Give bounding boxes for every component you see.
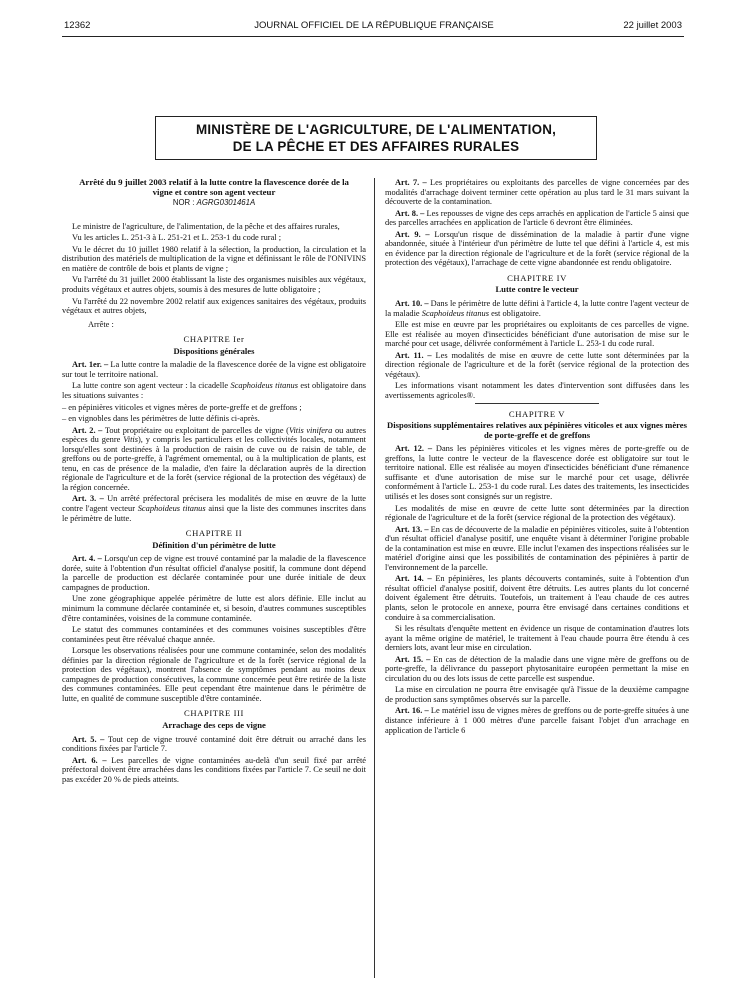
- article-paragraph: Art. 13. – En cas de découverte de la maladie en pépinières viticoles, suite à l'obtention d'un résultat officiel d'analyse positif, une enquête visant à déterminer l'origine probable de la contamination est mise en œuvre. Elle inclut l'examen des inspections réalisées sur le matériel d'origine ainsi que les possibilités de contamination des pépinières à partir de l'environnement de la parcelle.: [385, 524, 689, 572]
- article-paragraph: Art. 9. – Lorsqu'un risque de dissémination de la maladie à partir d'une vigne abandonnée, située à l'intérieur d'un périmètre de lutte tel que défini à l'article 4, est mis en évidence par la direction régionale de l'agriculture et de la forêt (service régional de la protection des végétaux), l'arrachage de cette vigne abandonnée est rendu obligatoire.: [385, 229, 689, 268]
- section-divider: [475, 403, 599, 404]
- article-paragraph: Art. 11. – Les modalités de mise en œuvre de cette lutte sont déterminées par la direction régionale de l'agriculture et de la forêt (service régional de la protection des végétaux).: [385, 350, 690, 379]
- page-number: 12362: [64, 20, 91, 31]
- paragraph: La lutte contre son agent vecteur : la cicadelle Scaphoideus titanus est obligatoire dans les situations suivantes :: [62, 381, 367, 400]
- section-title: Arrachage des ceps de vigne: [162, 719, 266, 730]
- article-paragraph: Art. 12. – Dans les pépinières viticoles et les vignes mères de porte-greffe ou de greffons, la lutte contre le vecteur de la flavescence dorée est obligatoire sur tout le territoire national. Elle est réalisée au moyen d'insecticides bénéficiant d'une rémanence suffisante et d'une autorisation de mise sur le marché pour cet usage, délivrée conformément à l'article L. 253-1 du code rural. Les dates des traitements, les insecticides utilisés et les doses sont consignés sur un registre.: [385, 444, 689, 501]
- article-paragraph: Art. 10. – Dans le périmètre de lutte défini à l'article 4, la lutte contre l'agent vecteur de la maladie Scaphoideus titanus est obligatoire.: [385, 299, 690, 318]
- article-paragraph: Art. 8. – Les repousses de vigne des ceps arrachés en application de l'article 5 ainsi que des parcelles arrachées en application de l'article 6 devront être éliminées.: [385, 208, 689, 228]
- article-label: Art. 15. –: [395, 654, 431, 664]
- paragraph: La mise en circulation ne pourra être envisagée qu'à l'issue de la deuxième campagne de production sans symptômes observés sur la parcelle.: [385, 685, 689, 704]
- chapter-heading: CHAPITRE II: [185, 528, 243, 539]
- chapter-heading: CHAPITRE Ier: [183, 334, 245, 345]
- header-rule: [62, 36, 684, 37]
- article-label: Art. 10. –: [395, 299, 429, 309]
- species-name: Vitis vinifera: [288, 425, 333, 435]
- section-title: Dispositions générales: [173, 345, 255, 356]
- paragraph: Les informations visant notamment les dates d'intervention sont diffusées dans les avertissements agricoles®.: [385, 381, 689, 400]
- article-label: Art. 6. –: [72, 755, 107, 765]
- paragraph: Le statut des communes contaminées et des communes voisines susceptibles d'être contaminées peut être réévalué chaque année.: [62, 625, 366, 644]
- nor-reference: [62, 198, 366, 208]
- arrete-title: Arrêté du 9 juillet 2003 relatif à la lutte contre la flavescence dorée de la vigne et contre son agent vecteur: [79, 177, 349, 197]
- paragraph: Si les résultats d'enquête mettent en évidence un risque de contamination d'autres lots ayant la même origine de matériel, le traitement à l'eau chaude pourra être étendu à ces derniers lots, avant leur mise en circulation.: [385, 624, 689, 653]
- article-label: Art. 12. –: [395, 444, 433, 454]
- section-title: Dispositions supplémentaires relatives aux pépinières viticoles et aux vignes mères de porte-greffe et de greffons: [387, 420, 687, 440]
- section-title: Lutte contre le vecteur: [495, 284, 579, 295]
- paragraph: Elle est mise en œuvre par les propriétaires ou exploitants de ces parcelles de vigne. Elle est réalisée au moyen d'insecticides bénéficiant d'une autorisation de mise sur le marché pour cet usage, délivrée conformément à l'article L. 253-1 du code rural.: [385, 320, 689, 349]
- left-column: [62, 178, 366, 786]
- article-paragraph: Art. 16. – Le matériel issu de vignes mères de greffons ou de porte-greffe situées à une distance inférieure à 1 000 mètres d'une parcelle faisant l'objet d'un arrachage en application de l'article 6: [385, 706, 689, 735]
- intro-paragraph: Vu les articles L. 251-3 à L. 251-21 et L. 253-1 du code rural ;: [72, 233, 282, 243]
- nor-label: NOR :: [172, 198, 195, 208]
- article-paragraph: Art. 5. – Tout cep de vigne trouvé contaminé doit être détruit ou arraché dans les conditions fixées par l'article 7.: [62, 734, 366, 754]
- journal-title: JOURNAL OFFICIEL DE LA RÉPUBLIQUE FRANÇAISE: [254, 20, 494, 31]
- article-label: Art. 4. –: [72, 554, 102, 564]
- genus-name: Vitis: [123, 435, 138, 445]
- article-label: Art. 9. –: [395, 229, 430, 239]
- article-paragraph: Art. 4. – Lorsqu'un cep de vigne est trouvé contaminé par la maladie de la flavescence dorée, suite à l'obtention d'un résultat officiel d'analyse positif, la commune dont dépend la parcelle de production est déclarée contaminée pour une durée initiale de deux campagnes de production.: [62, 554, 366, 592]
- ministry-box: [155, 116, 597, 160]
- article-label: Art. 13. –: [395, 524, 429, 534]
- article-paragraph: Art. 15. – En cas de détection de la maladie dans une vigne mère de greffons ou de porte-greffe, la délivrance du passeport phytosanitaire européen permettant la mise en circulation du ou des lots issus de cette parcelle est suspendue.: [385, 654, 689, 683]
- article-paragraph: Art. 14. – En pépinières, les plants découverts contaminés, suite à l'obtention d'un résultat officiel d'analyse positif, doivent être détruits. Les autres plants du lot concerné doivent également être détruits. Toutefois, un traitement à l'eau chaude de ces autres plants, selon le protocole en annexe, pourra être envisagé dans certaines conditions et conduire à sa commercialisation.: [385, 574, 689, 622]
- intro-paragraph: Le ministre de l'agriculture, de l'alimentation, de la pêche et des affaires rurales,: [72, 221, 340, 231]
- article-label: Art. 7. –: [395, 178, 427, 187]
- article-paragraph: Art. 7. – Les propriétaires ou exploitants des parcelles de vigne concernées par des modalités d'arrachage doivent terminer cette opération au plus tard le 31 mars suivant la découverte de la contamination.: [385, 178, 689, 207]
- article-label: Art. 14. –: [395, 574, 432, 584]
- chapter-heading: CHAPITRE IV: [507, 272, 567, 283]
- chapter-heading: CHAPITRE V: [508, 408, 566, 419]
- article-label: Art. 5. –: [72, 734, 105, 744]
- intro-paragraph: Vu l'arrêté du 31 juillet 2000 établissant la liste des organismes nuisibles aux végétaux, produits végétaux et autres objets, soumis à des mesures de lutte obligatoire ;: [62, 275, 366, 295]
- species-name: Scaphoideus titanus: [137, 504, 206, 513]
- nor-code: AGRG0301461A: [196, 198, 256, 208]
- article-paragraph: Art. 1er. – La lutte contre la maladie de la flavescence dorée de la vigne est obligatoire sur tout le territoire national.: [62, 360, 367, 379]
- issue-date: 22 juillet 2003: [623, 20, 682, 31]
- ministry-line-1: MINISTÈRE DE L'AGRICULTURE, DE L'ALIMENTATION,: [196, 122, 556, 137]
- intro-paragraph: Vu l'arrêté du 22 novembre 2002 relatif aux exigences sanitaires des végétaux, produits végétaux et autres objets,: [62, 296, 366, 316]
- species-name: Scaphoideus titanus: [230, 381, 298, 391]
- article-paragraph: Art. 2. – Tout propriétaire ou exploitant de parcelles de vigne (Vitis vinifera ou autres espèces du genre Vitis), y compris les particuliers et les collectivités locales, notamment lorsqu'elles sont destinées à la production de raisin de cuve ou de raisin de table, de greffons ou de porte-greffe, à l'agrément ornemental, ou à la multiplication de plants, est tenu, en cas de présence de la maladie, d'en faire la déclaration auprès de la direction régionale de l'agriculture et de la forêt (service régional de la protection des végétaux) de la région concernée.: [62, 425, 366, 492]
- article-label: Art. 1er. –: [72, 360, 109, 370]
- species-name: Scaphoideus titanus: [421, 308, 489, 318]
- paragraph: Les modalités de mise en œuvre de cette lutte sont déterminées par la direction régionale de l'agriculture et de la forêt (service régional de la protection des végétaux).: [385, 503, 689, 523]
- paragraph: Lorsque les observations réalisées pour une commune contaminée, selon des modalités définies par la direction régionale de l'agriculture et de la forêt (service régional de la protection des végétaux), montrent l'absence de symptômes pendant au moins deux campagnes de production consécutives, la commune concernée peut être retirée de la liste des communes contaminées. Elle peut cependant être maintenue dans le périmètre de lutte, en qualité de commune susceptible d'être contaminée.: [62, 646, 366, 703]
- dash-item: – en pépinières viticoles et vignes mères de porte-greffe et de greffons ;: [62, 402, 302, 412]
- right-column: [385, 178, 689, 737]
- article-label: Art. 2. –: [72, 425, 103, 435]
- article-label: Art. 8. –: [395, 208, 425, 218]
- article-paragraph: Art. 6. – Les parcelles de vigne contaminées au-delà d'un seuil fixé par arrêté préfectoral doivent être arrachées dans les conditions fixées par l'article 7. Ce seuil ne doit pas excéder 20 % de pieds atteints.: [62, 755, 366, 784]
- article-label: Art. 16. –: [395, 706, 429, 716]
- paragraph: Une zone géographique appelée périmètre de lutte est alors définie. Elle inclut au minimum la commune déclarée contaminée et, si besoin, d'autres communes susceptibles d'être contaminées, voisines de la commune contaminée.: [62, 594, 366, 623]
- column-separator: [374, 178, 375, 978]
- arrete-word: Arrête :: [88, 319, 114, 329]
- article-label: Art. 11. –: [395, 350, 432, 360]
- dash-item: – en vignobles dans les périmètres de lutte définis ci-après.: [62, 414, 260, 424]
- section-title: Définition d'un périmètre de lutte: [152, 539, 276, 550]
- running-header: [0, 20, 748, 34]
- intro-paragraph: Vu le décret du 10 juillet 1980 relatif à la sélection, la production, la circulation et la distribution des matériels de multiplication de la vigne et définissant le rôle de l'ONIVINS en matière de contrôle de bois et plants de vigne ;: [62, 244, 366, 273]
- chapter-heading: CHAPITRE III: [184, 708, 244, 719]
- ministry-line-2: DE LA PÊCHE ET DES AFFAIRES RURALES: [232, 139, 520, 154]
- article-label: Art. 3. –: [72, 494, 104, 504]
- article-paragraph: Art. 3. – Un arrêté préfectoral précisera les modalités de mise en œuvre de la lutte contre l'agent vecteur Scaphoideus titanus ainsi que la liste des communes inscrites dans le périmètre de lutte.: [62, 494, 367, 523]
